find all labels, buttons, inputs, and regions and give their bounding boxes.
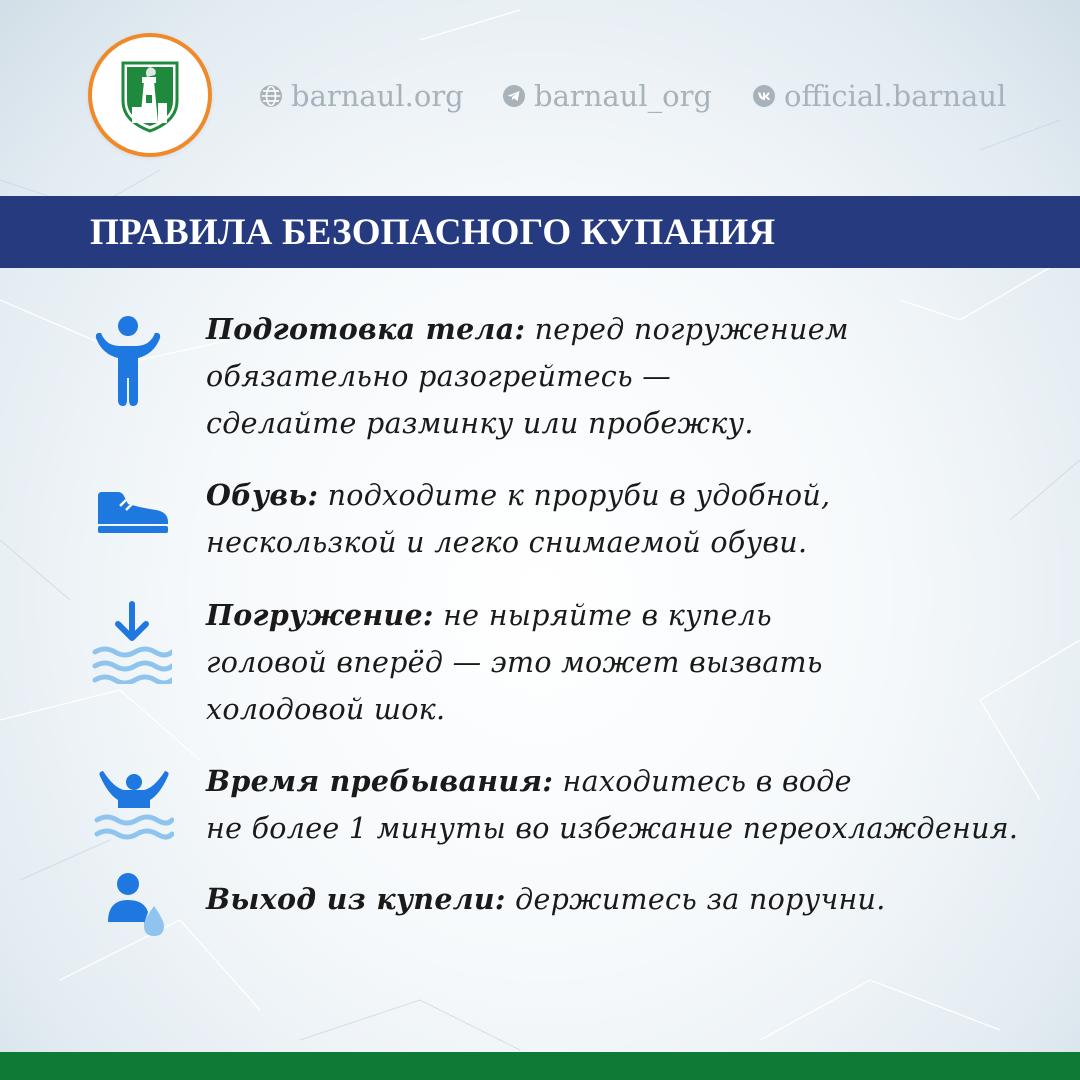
barnaul-logo xyxy=(88,33,212,157)
rule-heading: Погружение: xyxy=(206,598,434,632)
page-title: ПРАВИЛА БЕЗОПАСНОГО КУПАНИЯ xyxy=(90,212,776,253)
rule-body: перед погружением обязательно разогрейтесь — сделайте разминку или пробежку. xyxy=(206,313,849,440)
rule-text xyxy=(206,592,1056,733)
coat-of-arms-icon xyxy=(92,37,208,153)
social-telegram-label[interactable]: barnaul_org xyxy=(534,79,713,113)
rule-heading: Выход из купели: xyxy=(206,882,506,916)
globe-icon xyxy=(259,84,283,108)
rule-text xyxy=(206,306,1056,447)
rule-body: подходите к проруби в удобной, нескользкой и легко снимаемой обуви. xyxy=(206,479,831,559)
rule-text xyxy=(206,472,1056,566)
rule-body: находитесь в воде не более 1 минуты во избежание переохлаждения. xyxy=(206,765,1019,845)
title-bar xyxy=(0,196,1080,268)
social-vk-label[interactable]: official.barnaul xyxy=(784,79,1007,113)
social-website-label[interactable]: barnaul.org xyxy=(291,79,464,113)
rule-heading: Время пребывания: xyxy=(206,764,554,798)
rule-heading: Обувь: xyxy=(206,478,319,512)
bottom-bar xyxy=(0,1052,1080,1080)
person-arms-up-icon xyxy=(92,316,164,406)
social-website[interactable] xyxy=(259,76,464,116)
telegram-icon xyxy=(502,84,526,108)
shoe-icon xyxy=(96,490,170,534)
swimmer-icon xyxy=(94,768,174,840)
rule-body: не ныряйте в купель головой вперёд — это может вызвать холодовой шок. xyxy=(206,599,823,726)
social-telegram[interactable] xyxy=(502,76,712,116)
rule-text xyxy=(206,758,1056,852)
rule-text xyxy=(206,876,1056,923)
immersion-arrow-icon xyxy=(92,600,172,684)
vk-icon xyxy=(752,84,776,108)
person-water-drop-icon xyxy=(106,872,172,938)
social-vk[interactable] xyxy=(752,76,1006,116)
rule-heading: Подготовка тела: xyxy=(206,312,526,346)
rule-body: держитесь за поручни. xyxy=(505,883,886,916)
